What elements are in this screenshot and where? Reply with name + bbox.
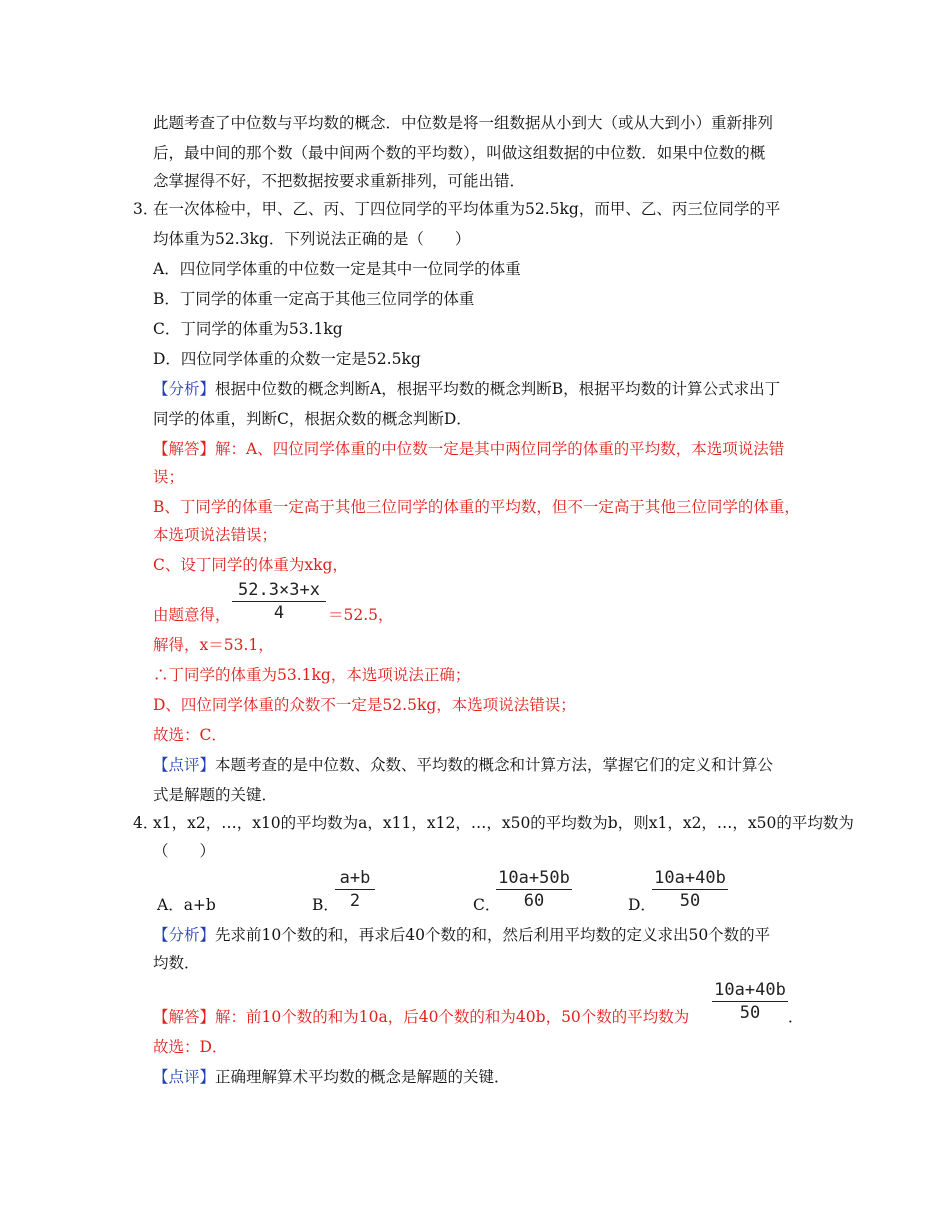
- q3-option-a: A．四位同学体重的中位数一定是其中一位同学的体重: [153, 260, 521, 278]
- q3-review-line-1: [153, 754, 773, 776]
- q3-answer-line-9: D、四位同学体重的众数不一定是52.5kg，本选项说法错误；: [153, 696, 576, 714]
- q4-option-b-label: B．: [312, 896, 339, 914]
- q3-answer-tag: 【解答】: [153, 440, 216, 458]
- q4-answer-text-1: 解：前10个数的和为10a，后40个数的和为40b，50个数的平均数为: [215, 1008, 690, 1026]
- q4-option-c-fraction: [496, 868, 572, 911]
- q3-review-text-1: 本题考查的是中位数、众数、平均数的概念和计算方法，掌握它们的定义和计算公: [215, 756, 774, 774]
- q4-option-c-denominator: 60: [523, 891, 545, 911]
- q3-fraction-bar: [232, 601, 326, 602]
- q4-option-d-denominator: 50: [679, 891, 701, 911]
- q4-option-a: A．a+b: [157, 896, 216, 914]
- q4-answer-fraction: [712, 980, 788, 1023]
- q4-stem-line-1: x1，x2，…，x10的平均数为a，x11，x12，…，x50的平均数为b，则x1，x2，…，x50的平均数为: [153, 814, 854, 832]
- q3-stem-line-1: 在一次体检中，甲、乙、丙、丁四位同学的平均体重为52.5kg，而甲、乙、丙三位同学的平: [153, 200, 781, 218]
- q4-answer-tag: 【解答】: [153, 1008, 216, 1026]
- q4-option-b-denominator: 2: [349, 891, 361, 911]
- q4-review-text-1: 正确理解算术平均数的概念是解题的关键．: [215, 1068, 510, 1086]
- prev-review-line-3: 念掌握得不好，不把数据按要求重新排列，可能出错．: [153, 172, 526, 190]
- q3-answer-line-5: C、设丁同学的体重为xkg，: [153, 556, 348, 574]
- q3-answer-line-1: [153, 438, 784, 460]
- q4-option-c-numerator: 10a+50b: [498, 868, 570, 888]
- q4-option-d-bar: [652, 889, 728, 890]
- q3-option-b: B．丁同学的体重一定高于其他三位同学的体重: [153, 290, 475, 308]
- q3-review-line-2: 式是解题的关键．: [153, 786, 278, 804]
- q4-answer-fraction-numerator: 10a+40b: [714, 980, 786, 1000]
- q4-option-c-label: C．: [473, 896, 501, 914]
- q3-answer-line-6-tail: ＝52.5，: [328, 606, 394, 624]
- q3-answer-text-1: 解：A、四位同学体重的中位数一定是其中两位同学的体重的平均数，本选项说法错: [215, 440, 785, 458]
- q4-option-b-bar: [335, 889, 375, 890]
- q4-analysis-line-2: 均数．: [153, 954, 200, 972]
- q3-fraction: [232, 580, 326, 623]
- q4-option-d-label: D．: [628, 896, 656, 914]
- q3-option-d: D．四位同学体重的众数一定是52.5kg: [153, 350, 421, 368]
- q3-answer-line-10: 故选：C．: [153, 726, 227, 744]
- q4-answer-line-1-tail: ．: [788, 1008, 804, 1026]
- q4-option-b-numerator: a+b: [339, 868, 371, 888]
- q4-answer-line-1: [153, 1006, 689, 1028]
- q4-option-d-fraction: [652, 868, 728, 911]
- q4-answer-fraction-denominator: 50: [739, 1003, 761, 1023]
- q3-option-c: C．丁同学的体重为53.1kg: [153, 320, 343, 338]
- prev-review-line-2: 后，最中间的那个数（最中间两个数的平均数），叫做这组数据的中位数．如果中位数的概: [153, 144, 766, 162]
- q3-answer-line-7: 解得，x＝53.1，: [153, 636, 274, 654]
- q4-analysis-line-1: [153, 924, 770, 946]
- q3-number: 3．: [133, 200, 159, 218]
- q3-answer-line-6: 由题意得，: [153, 606, 231, 624]
- q4-number: 4．: [133, 814, 159, 832]
- q4-option-d-numerator: 10a+40b: [654, 868, 726, 888]
- q3-analysis-line-1: [153, 378, 780, 400]
- q4-review-tag: 【点评】: [153, 1068, 216, 1086]
- q3-analysis-text-1: 根据中位数的概念判断A，根据平均数的概念判断B，根据平均数的计算公式求出丁: [215, 380, 781, 398]
- q4-answer-fraction-bar: [712, 1001, 788, 1002]
- q3-review-tag: 【点评】: [153, 756, 216, 774]
- q4-stem-line-2: （ ）: [153, 842, 216, 860]
- q4-analysis-tag: 【分析】: [153, 926, 216, 944]
- q3-fraction-denominator: 4: [273, 603, 285, 623]
- q3-answer-line-4: 本选项说法错误；: [153, 526, 278, 544]
- q4-option-c-bar: [496, 889, 572, 890]
- q3-answer-line-2: 误；: [153, 468, 185, 486]
- q4-analysis-text-1: 先求前10个数的和，再求后40个数的和，然后利用平均数的定义求出50个数的平: [215, 926, 771, 944]
- prev-review-line-1: 此题考查了中位数与平均数的概念．中位数是将一组数据从小到大（或从大到小）重新排列: [153, 114, 774, 132]
- q3-answer-line-8: ∴丁同学的体重为53.1kg，本选项说法正确；: [153, 666, 471, 684]
- q3-analysis-tag: 【分析】: [153, 380, 216, 398]
- q3-fraction-numerator: 52.3×3+x: [238, 580, 320, 600]
- q4-option-b-fraction: [335, 868, 375, 911]
- q3-stem-line-2: 均体重为52.3kg．下列说法正确的是（ ）: [153, 230, 471, 248]
- q3-analysis-line-2: 同学的体重，判断C，根据众数的概念判断D．: [153, 410, 472, 428]
- q4-review-line-1: [153, 1066, 510, 1088]
- q3-answer-line-3: B、丁同学的体重一定高于其他三位同学的体重的平均数，但不一定高于其他三位同学的体重，: [153, 498, 800, 516]
- q4-answer-line-2: 故选：D．: [153, 1038, 228, 1056]
